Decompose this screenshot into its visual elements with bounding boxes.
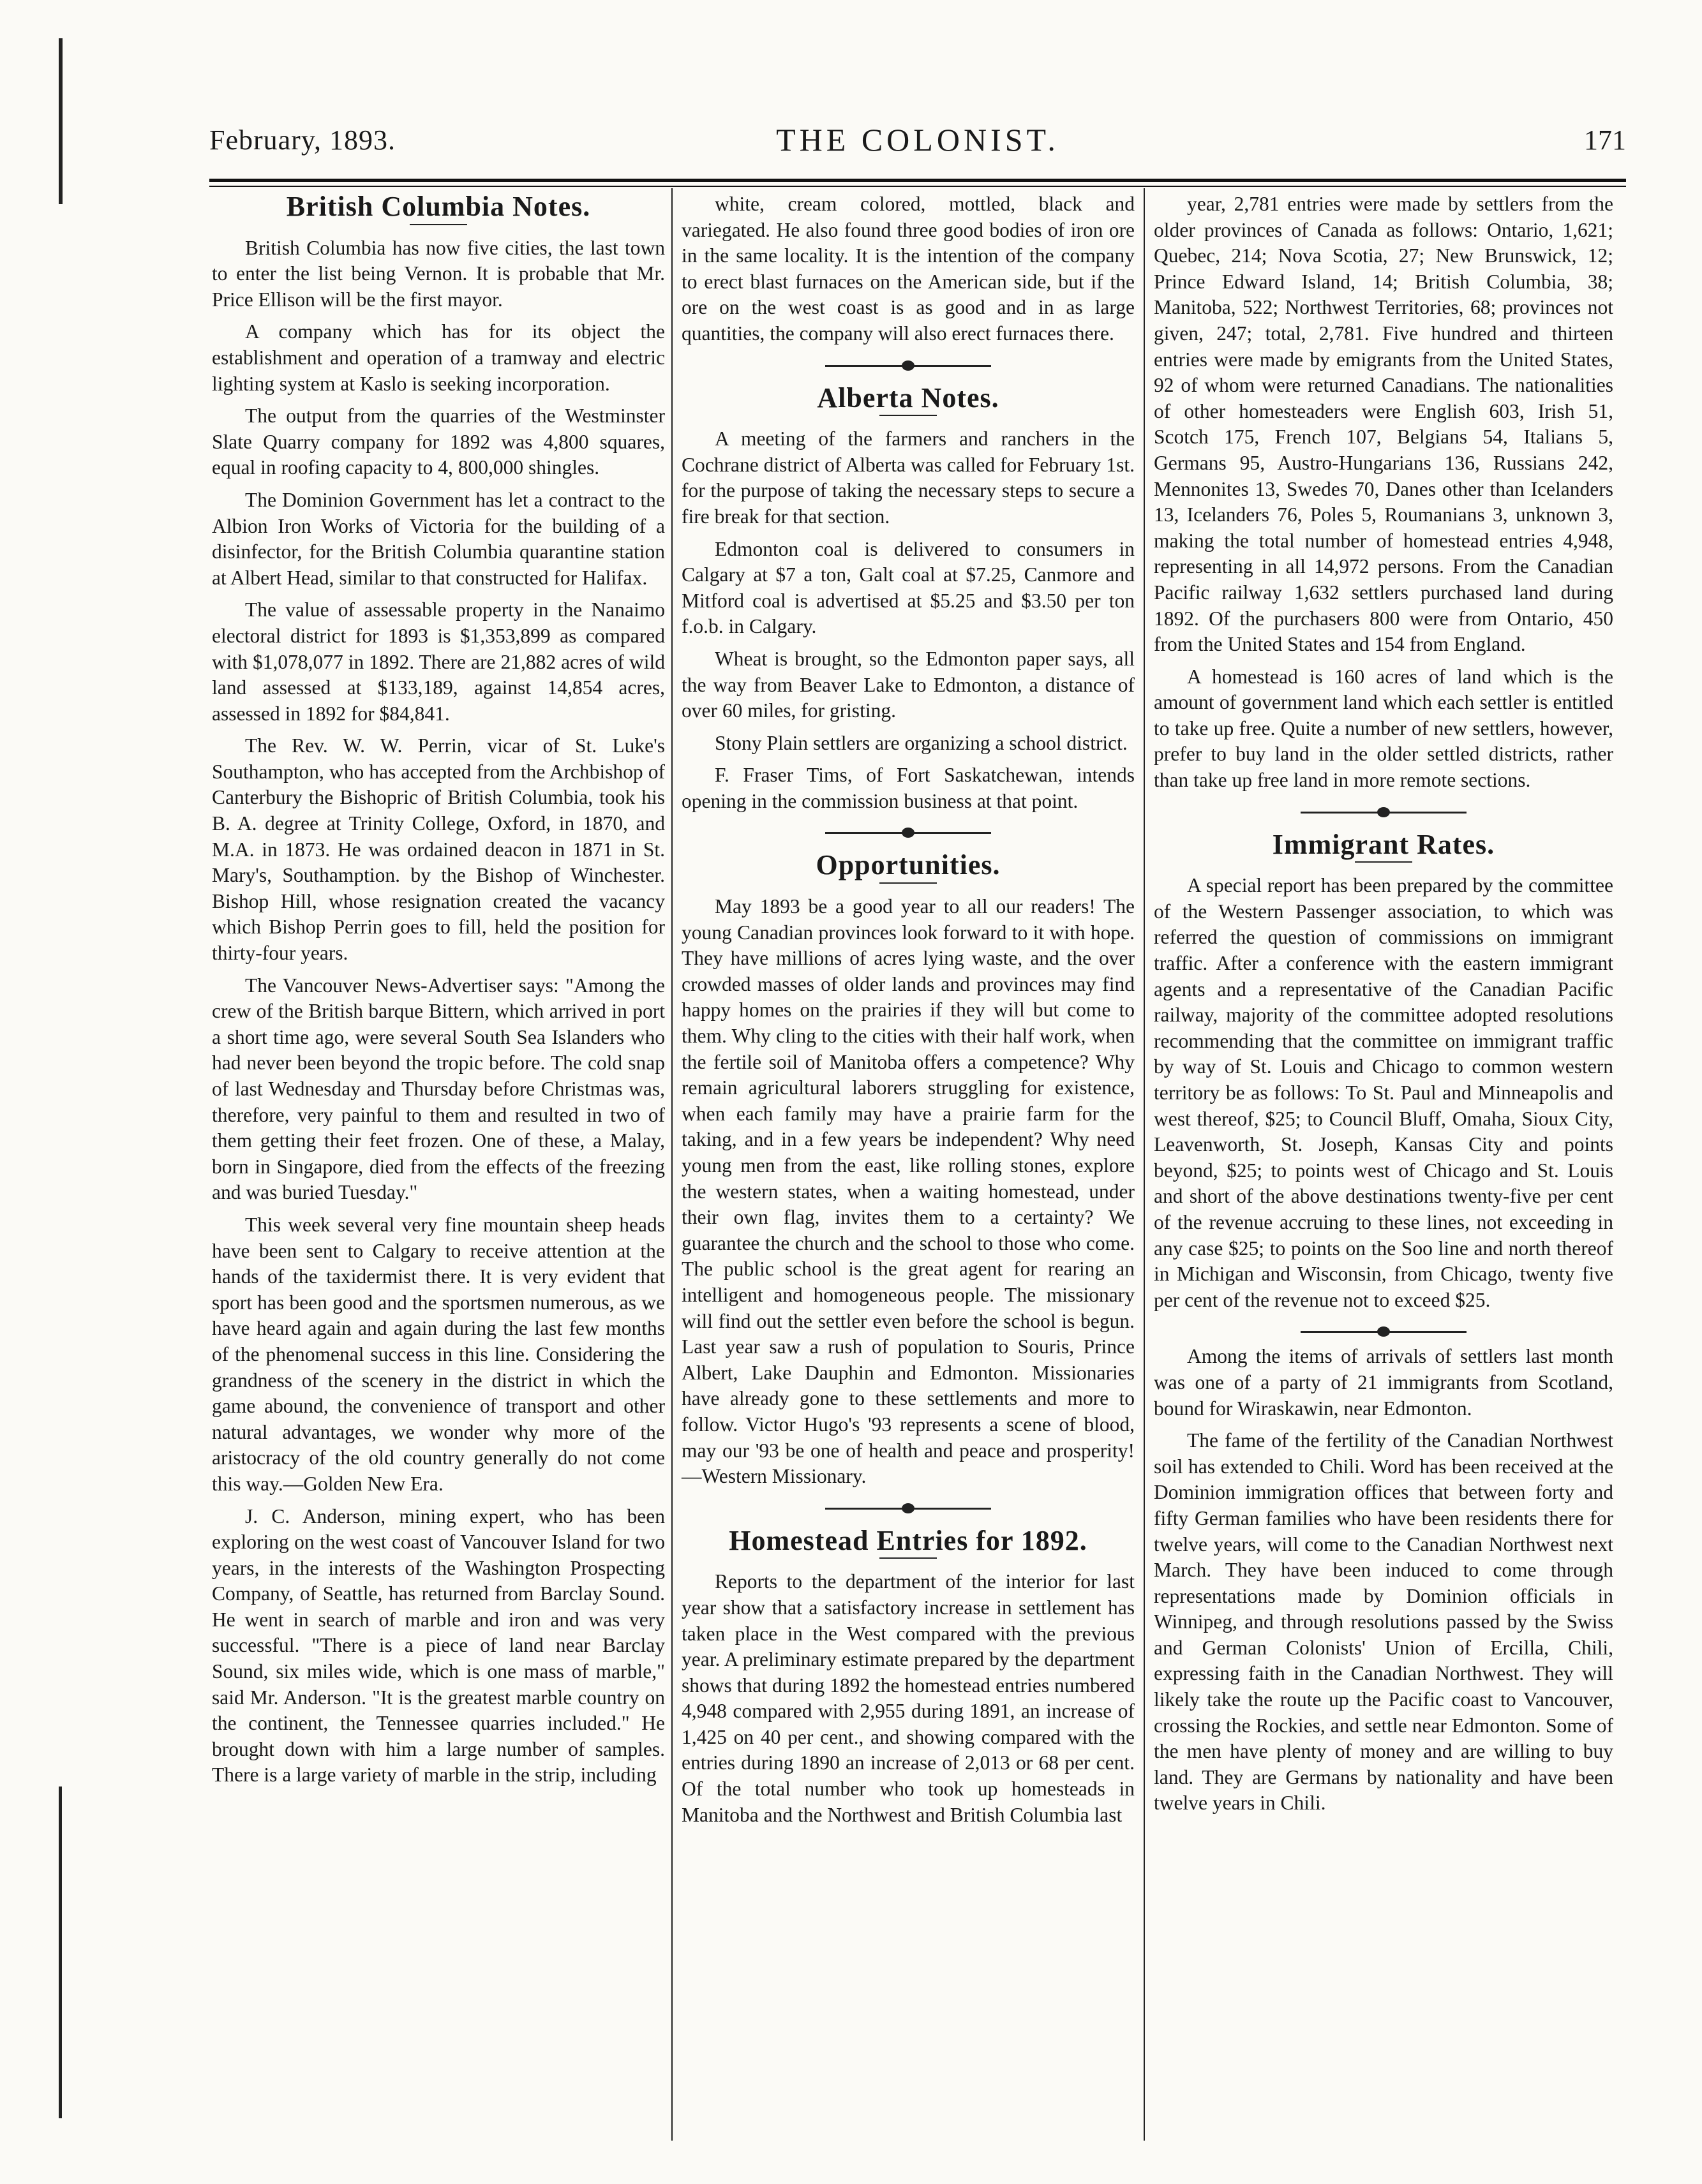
section-heading: Alberta Notes. [817, 382, 999, 413]
article-paragraph: The Dominion Government has let a contract to the Albion Iron Works of Victoria for the building of a disinfector, for the British Columbia quarantine station at Albert Head, similar to that constructed for Halifax. [212, 488, 665, 589]
heading-underline [879, 882, 937, 884]
article-paragraph: year, 2,781 entries were made by settlers from the older provinces of Canada as follows: Ontario, 1,621; Quebec, 214; Nova Scotia, 27; New Brunswick, 12; Prince Edward Island, 14; British Columbia, 38; Manitoba, 522; Northwest Territories, 68; provinces not given, 247; total, 2,781. Five hundred and thirteen entries were made by emigrants from the United States, 92 of whom were returned Canadians. The nationalities of other homesteaders were English 603, Irish 51, Scotch 175, French 107, Belgians 54, Italians 5, Germans 95, Austro-Hungarians 136, Russians 242, Mennonites 13, Swedes 70, Danes other than Icelanders 13, Icelanders 76, Poles 5, Roumanians 3, unknown 3, making the total number of homestead entries 4,948, representing in all 14,972 persons. From the Canadian Pacific railway 1,632 settlers purchased land during 1892. Of the purchasers 800 were from Ontario, 450 from the United States and 154 from England. [1154, 193, 1613, 656]
article-paragraph: A special report has been prepared by the committee of the Western Passenger association, to which was referred the question of commissions on immigrant traffic. After a conference with the eastern immigrant agents and a representative of the Canadian Pacific railway, majority of the committee adopted resolutions recommending that the committee on immigrant traffic by way of St. Louis and Chicago to common western territory be as follows: To St. Paul and Minneapolis and west thereof, $25; to Council Bluff, Omaha, Sioux City, Leavenworth, St. Joseph, Kansas City and points beyond, $25; to points west of Chicago and St. Louis and short of the above destinations twenty-five per cent of the revenue accruing to these lines, not exceeding in any case $25; to points on the Soo line and north thereof in Michigan and Wisconsin, from Chicago, twenty five per cent of the revenue not to exceed $25. [1154, 874, 1613, 1311]
ornament-diamond [1377, 807, 1390, 817]
ornament-diamond [902, 828, 914, 838]
section-heading: Immigrant Rates. [1272, 828, 1495, 860]
article-paragraph: Edmonton coal is delivered to consumers in Calgary at $7 a ton, Galt coal at $7.25, Canmore and Mitford coal is advertised at $5.25 and $3.50 per ton f.o.b. in Calgary. [682, 537, 1135, 638]
page-number: 171 [1584, 124, 1626, 156]
section-ornament-rule [825, 1500, 991, 1517]
article-paragraph: May 1893 be a good year to all our readers! The young Canadian provinces look forward to it with hope. They have millions of acres lying waste, and the over crowded masses of older lands and provinces may find happy homes on the prairies if they will but come to them. Why cling to the cities with their half work, when the fertile soil of Manitoba offers a competence? Why remain agricultural laborers struggling for existence, when each family may have a prairie farm for the taking, and in a few years be independent? Why need young men from the east, like rolling stones, explore the western states, when a waiting homestead, under their own flag, invites them to a certainty? We guarantee the church and the school to those who come. The public school is the great agent for rearing an intelligent and homogeneous people. The missionary will find out the settler even before the school is begun. Last year saw a rush of population to Souris, Prince Albert, Lake Dauphin and Edmonton. Missionaries have already gone to these settlements and more to follow. Victor Hugo's '93 represents a scene of blood, may our '93 be one of health and peace and prosperity!—Western Missionary. [682, 895, 1135, 1488]
article-paragraph: Stony Plain settlers are organizing a school district. [715, 731, 1128, 754]
article-paragraph: A homestead is 160 acres of land which is the amount of government land which each settler is entitled to take up free. Quite a number of new settlers, however, prefer to buy land in the older settled districts, rather than take up free land in more remote sections. [1154, 665, 1613, 792]
section-ornament-rule [825, 824, 991, 841]
section-heading: British Columbia Notes. [286, 191, 591, 222]
issue-date: February, 1893. [209, 124, 396, 156]
section-ornament-rule [1301, 1323, 1467, 1340]
article-paragraph: British Columbia has now five cities, the last town to enter the list being Vernon. It is probable that Mr. Price Ellison will be the first mayor. [212, 236, 665, 311]
article-paragraph: J. C. Anderson, mining expert, who has been exploring on the west coast of Vancouver Island for two years, in the interests of the Washington Prospecting Company, of Seattle, has returned from Barclay Sound. He went in search of marble and iron and was very successful. "There is a piece of land near Barclay Sound, six miles wide, which is one mass of marble," said Mr. Anderson. "It is the greatest marble country on the continent, the Tennessee quarries included." He brought down with him a large number of samples. There is a large variety of marble in the strip, including [212, 1504, 665, 1787]
article-paragraph: The value of assessable property in the Nanaimo electoral district for 1893 is $1,353,899 as compared with $1,078,077 in 1892. There are 21,882 acres of wild land assessed at $133,189, against 14,854 acres, assessed in 1892 for $84,841. [212, 598, 665, 725]
scan-edge-mark [59, 1787, 62, 2118]
article-paragraph: Wheat is brought, so the Edmonton paper says, all the way from Beaver Lake to Edmonton, a distance of over 60 miles, for gristing. [682, 647, 1135, 722]
article-paragraph: A meeting of the farmers and ranchers in the Cochrane district of Alberta was called for February 1st. for the purpose of taking the necessary steps to secure a fire break for that section. [682, 427, 1135, 528]
header-rule [209, 179, 1626, 187]
article-paragraph: F. Fraser Tims, of Fort Saskatchewan, intends opening in the commission business at that point. [682, 764, 1135, 812]
article-paragraph: The output from the quarries of the Westminster Slate Quarry company for 1892 was 4,800 squares, equal in roofing capacity to 4, 800,000 shingles. [212, 405, 665, 479]
ornament-diamond [902, 1503, 914, 1513]
article-paragraph: white, cream colored, mottled, black and variegated. He also found three good bodies of iron ore in the same locality. It is the intention of the company to erect blast furnaces on the American side, but if the ore on the west coast is as good and in as large quantities, the company will also erect furnaces there. [682, 193, 1135, 345]
section-ornament-rule [1301, 804, 1467, 821]
publication-title: THE COLONIST. [776, 122, 1059, 158]
column-3 [1154, 191, 1613, 1823]
ornament-diamond [902, 360, 914, 371]
column-1 [212, 191, 665, 1795]
article-paragraph: A company which has for its object the establishment and operation of a tramway and electric lighting system at Kaslo is seeking incorporation. [212, 320, 665, 395]
article-paragraph: This week several very fine mountain sheep heads have been sent to Calgary to receive attention at the hands of the taxidermist there. It is very evident that sport has been good and the sportsmen numerous, as we have heard again and again during the last few months of the phenomenal success in this line. Considering the grandness of the scenery in the district in which the game abound, the convenience of transport and other natural advantages, we wonder why more of the aristocracy of the old country generally do not come this way.—Golden New Era. [212, 1213, 665, 1495]
section-heading: Opportunities. [816, 849, 1001, 881]
section-heading: Homestead Entries for 1892. [729, 1524, 1087, 1556]
column-2 [682, 191, 1135, 1834]
article-paragraph: Among the items of arrivals of settlers last month was one of a party of 21 immigrants from Scotland, bound for Wiraskawin, near Edmonton. [1154, 1345, 1613, 1420]
article-paragraph: Reports to the department of the interior for last year show that a satisfactory increase in settlement has taken place in the West compared with the previous year. A preliminary estimate prepared by the department shows that during 1892 the homestead entries numbered 4,948 compared with 2,955 during 1891, an increase of 1,425 on 40 per cent., and showing compared with the entries during 1890 an increase of 2,013 or 68 per cent. Of the total number who took up homesteads in Manitoba and the Northwest and British Columbia last [682, 1570, 1135, 1826]
scan-edge-mark [59, 38, 63, 204]
column-divider [1144, 188, 1145, 2141]
column-divider [671, 188, 673, 2141]
heading-underline [879, 415, 937, 416]
article-paragraph: The Vancouver News-Advertiser says: "Among the crew of the British barque Bittern, which arrived in port a short time ago, were several South Sea Islanders who had never been beyond the tropic before. The cold snap of last Wednesday and Thursday before Christmas was, therefore, very painful to them and resulted in two of them getting their feet frozen. One of these, a Malay, born in Singapore, died from the effects of the freezing and was buried Tuesday." [212, 974, 665, 1204]
ornament-diamond [1377, 1326, 1390, 1337]
article-paragraph: The fame of the fertility of the Canadian Northwest soil has extended to Chili. Word has been received at the Dominion immigration offices that between forty and fifty German families who have been residents there for twelve years, will come to the Canadian Northwest next March. They have been induced to come through representations made by Dominion officials in Winnipeg, and through resolutions passed by the Swiss and German Colonists' Union of Ercilla, Chili, expressing faith in the Canadian Northwest. They will likely take the route up the Pacific coast to Vancouver, crossing the Rockies, and settle near Edmonton. Some of the men have plenty of money and are willing to buy land. They are Germans by nationality and have been twelve years in Chili. [1154, 1429, 1613, 1815]
page-header [209, 121, 1626, 166]
heading-underline [410, 224, 467, 225]
heading-underline [879, 1557, 937, 1559]
heading-underline [1355, 861, 1412, 863]
article-paragraph: The Rev. W. W. Perrin, vicar of St. Luke's Southampton, who has accepted from the Archbishop of Canterbury the Bishopric of British Columbia, took his B. A. degree at Trinity College, Oxford, in 1870, and M.A. in 1873. He was ordained deacon in 1871 in St. Mary's, Southamption. by the Bishop of Winchester. Bishop Hill, whose resignation created the vacancy which Bishop Perrin goes to fill, held the position for thirty-four years. [212, 734, 665, 965]
section-ornament-rule [825, 357, 991, 374]
